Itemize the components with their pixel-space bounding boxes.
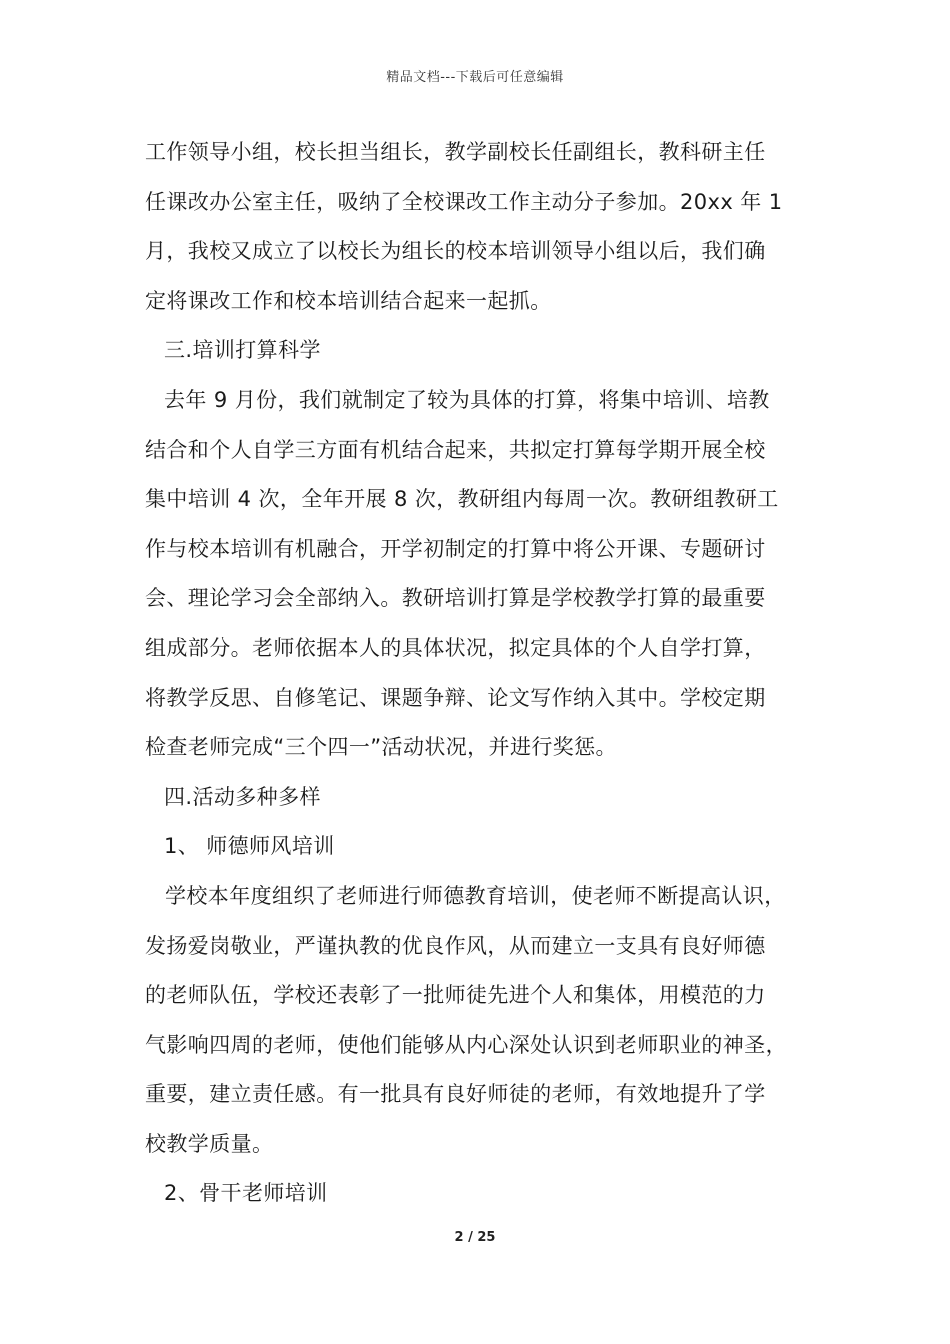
text-line: 月，我校又成立了以校长为组长的校本培训领导小组以后，我们确 [145,239,766,264]
text-line: 学校本年度组织了老师进行师德教育培训，使老师不断提高认识， [165,883,786,908]
text-line: 重要，建立责任感。有一批具有良好师徒的老师，有效地提升了学 [145,1082,766,1107]
text-line: 集中培训 4 次，全年开展 8 次，教研组内每周一次。教研组教研工 [145,487,779,512]
text-line: 去年 9 月份，我们就制定了较为具体的打算，将集中培训、培教 [164,387,770,412]
text-line: 发扬爱岗敬业，严谨执教的优良作风，从而建立一支具有良好师德 [145,933,766,958]
page-number: 2 / 25 [454,1230,496,1245]
text-line: 工作领导小组，校长担当组长，教学副校长任副组长，教科研主任 [145,140,766,164]
page-header: 精品文档---下载后可任意编辑 [386,70,564,85]
text-line: 检查老师完成“三个四一”活动状况，并进行奖惩。 [145,735,617,760]
text-line: 作与校本培训有机融合，开学初制定的打算中将公开课、专题研讨 [145,536,766,561]
document-body [145,128,835,1219]
text-line: 定将课改工作和校本培训结合起来一起抓。 [145,288,552,313]
section-heading: 三.培训打算科学 [164,338,321,363]
subsection-heading: 2、骨干老师培训 [164,1181,328,1206]
text-line: 结合和个人自学三方面有机结合起来，共拟定打算每学期开展全校 [145,437,766,462]
text-line: 会、理论学习会全部纳入。教研培训打算是学校教学打算的最重要 [145,586,766,611]
text-line: 校教学质量。 [145,1131,274,1156]
subsection-heading: 1、 师德师风培训 [164,834,335,859]
text-line: 的老师队伍，学校还表彰了一批师徒先进个人和集体，用模范的力 [145,983,766,1008]
text-line: 将教学反思、自修笔记、课题争辩、论文写作纳入其中。学校定期 [145,685,766,710]
text-line: 气影响四周的老师，使他们能够从内心深处认识到老师职业的神圣， [145,1032,787,1057]
text-line: 组成部分。老师依据本人的具体状况，拟定具体的个人自学打算， [145,635,766,660]
section-heading: 四.活动多种多样 [164,784,321,809]
text-line: 任课改办公室主任，吸纳了全校课改工作主动分子参加。20xx 年 1 [145,189,783,214]
